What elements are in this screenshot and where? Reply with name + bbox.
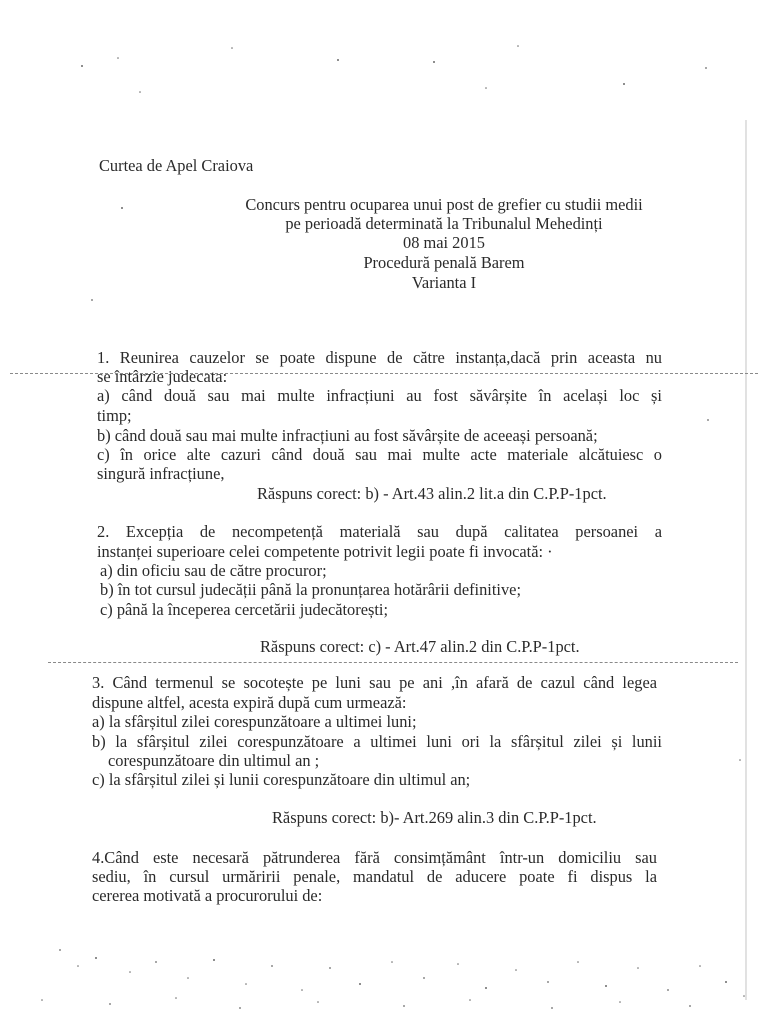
question-3-option-b-line-2: corespunzătoare din ultimul an ; bbox=[108, 751, 320, 770]
court-name: Curtea de Apel Craiova bbox=[99, 156, 254, 175]
question-3-option-b-line-1: b) la sfârșitul zilei corespunzătoare a ultimei luni ori la sfârșitul zilei și lunii bbox=[92, 732, 662, 751]
question-4-text-line-1: 4.Când este necesară pătrunderea fără consimțământ într-un domiciliu sau bbox=[92, 848, 657, 867]
header-line-5: Varianta I bbox=[411, 273, 477, 292]
question-2-text-line-1: 2. Excepția de necompetență materială sau după calitatea persoanei a bbox=[97, 522, 662, 541]
header-line-1: Concurs pentru ocuparea unui post de grefier cu studii medii bbox=[245, 195, 643, 214]
header-line-4: Procedură penală Barem bbox=[363, 253, 525, 272]
question-2-option-b: b) în tot cursul judecății până la pronunțarea hotărârii definitive; bbox=[100, 580, 521, 599]
question-1-answer: Răspuns corect: b) - Art.43 alin.2 lit.a din C.P.P-1pct. bbox=[257, 484, 607, 503]
question-1-option-a-line-2: timp; bbox=[97, 406, 132, 425]
question-1-option-b: b) când două sau mai multe infracțiuni au fost săvârșite de aceeași persoană; bbox=[97, 426, 598, 445]
question-1-option-c-line-2: singură infracțiune, bbox=[97, 464, 225, 483]
question-3-option-a: a) la sfârșitul zilei corespunzătoare a ultimei luni; bbox=[92, 712, 417, 731]
question-3-text-line-1: 3. Când termenul se socotește pe luni sau pe ani ,în afară de cazul când legea bbox=[92, 673, 657, 692]
question-1-option-c-line-1: c) în orice alte cazuri când două sau mai multe acte materiale alcătuiesc o bbox=[97, 445, 662, 464]
question-1-text-line-2: se întârzie judecata: bbox=[97, 367, 228, 386]
question-2-option-a: a) din oficiu sau de către procuror; bbox=[100, 561, 327, 580]
question-4-text-line-3: cererea motivată a procurorului de: bbox=[92, 886, 323, 905]
header-line-3: 08 mai 2015 bbox=[403, 233, 485, 252]
question-4-text-line-2: sediu, în cursul urmăririi penale, mandatul de aducere poate fi dispus la bbox=[92, 867, 657, 886]
question-3-answer: Răspuns corect: b)- Art.269 alin.3 din C.P.P-1pct. bbox=[272, 808, 597, 827]
question-3-option-c: c) la sfârșitul zilei și lunii corespunzătoare din ultimul an; bbox=[92, 770, 471, 789]
dashed-divider bbox=[48, 662, 738, 663]
question-2-option-c: c) până la începerea cercetării judecătorești; bbox=[100, 600, 389, 619]
question-3-text-line-2: dispune altfel, acesta expiră după cum urmează: bbox=[92, 693, 407, 712]
question-1-option-a-line-1: a) când două sau mai multe infracțiuni au fost săvârșite în același loc și bbox=[97, 386, 662, 405]
header-line-2: pe perioadă determinată la Tribunalul Mehedinți bbox=[285, 214, 603, 233]
question-1-text-line-1: 1. Reunirea cauzelor se poate dispune de către instanța,dacă prin aceasta nu bbox=[97, 348, 662, 367]
question-2-answer: Răspuns corect: c) - Art.47 alin.2 din C.P.P-1pct. bbox=[260, 637, 580, 656]
question-2-text-line-2: instanței superioare celei competente potrivit legii poate fi invocată: · bbox=[97, 542, 553, 561]
